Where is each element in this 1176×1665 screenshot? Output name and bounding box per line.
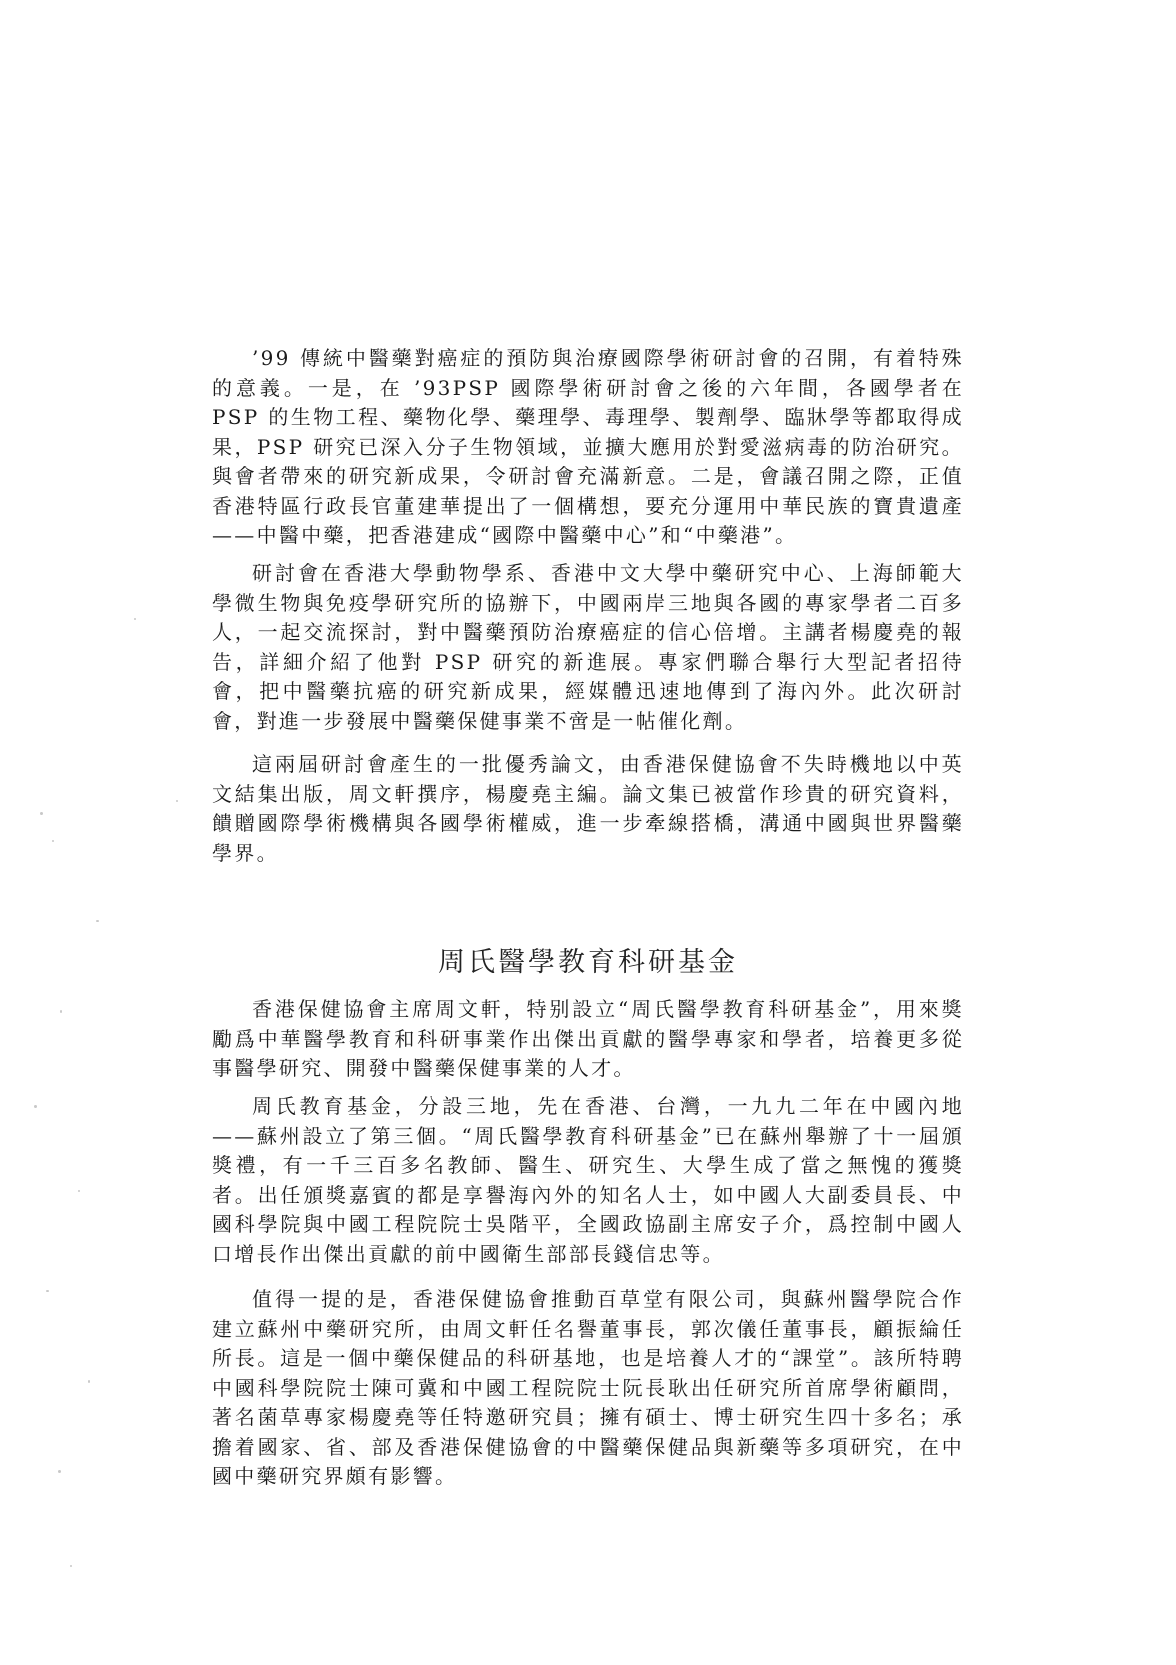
section-paragraph-2 [212, 1092, 964, 1269]
scan-speck [78, 1190, 80, 1192]
section-heading: 周氏醫學教育科研基金 [438, 947, 738, 978]
paragraph-text: ’99 傳統中醫藥對癌症的預防與治療國際學術研討會的召開，有着特殊的意義。一是，在 ’93PSP 國際學術研討會之後的六年間，各國學者在 PSP 的生物工程、藥物化學、藥理學、毒理學、製劑學、臨牀學等都取得成果，PSP 研究已深入分子生物領域，並擴大應用於對愛滋病毒的防治研究。與會者帶來的研究新成果，令研討會充滿新意。二是，會議召開之際，正值香港特區行政長官董建華提出了一個構想，要充分運用中華民族的寶貴遺產——中醫中藥，把香港建成“國際中醫藥中心”和“中藥港”。 [212, 346, 964, 547]
scan-speck [46, 1290, 49, 1292]
scan-speck [176, 800, 178, 802]
scan-speck [134, 618, 136, 620]
paragraph-2 [212, 559, 964, 736]
scan-speck [96, 920, 99, 922]
scan-speck [70, 1565, 72, 1567]
section-paragraph-1 [212, 995, 964, 1084]
paragraph-text: 周氏教育基金，分設三地，先在香港、台灣，一九九二年在中國內地——蘇州設立了第三個。“周氏醫學教育科研基金”已在蘇州舉辦了十一屆頒獎禮，有一千三百多名教師、醫生、研究生、大學生成了當之無愧的獲獎者。出任頒獎嘉賓的都是享譽海內外的知名人士，如中國人大副委員長、中國科學院與中國工程院院士吳階平，全國政協副主席安子介，爲控制中國人口增長作出傑出貢獻的前中國衛生部部長錢信忠等。 [212, 1094, 964, 1266]
section-paragraph-3 [212, 1285, 964, 1492]
paragraph-3 [212, 750, 964, 868]
scan-speck [60, 1010, 62, 1013]
scan-speck [40, 812, 43, 815]
scan-speck [52, 840, 54, 842]
scan-speck [88, 1380, 90, 1383]
scan-speck [58, 1470, 61, 1473]
paragraph-text: 香港保健協會主席周文軒，特别設立“周氏醫學教育科研基金”，用來獎勵爲中華醫學教育和科研事業作出傑出貢獻的醫學專家和學者，培養更多從事醫學研究、開發中醫藥保健事業的人才。 [212, 997, 964, 1080]
paragraph-1 [212, 344, 964, 551]
paragraph-text: 值得一提的是，香港保健協會推動百草堂有限公司，與蘇州醫學院合作建立蘇州中藥研究所，由周文軒任名譽董事長，郭次儀任董事長，顧振綸任所長。這是一個中藥保健品的科研基地，也是培養人才的“課堂”。該所特聘中國科學院院士陳可冀和中國工程院院士阮長耿出任研究所首席學術顧問，著名菌草專家楊慶堯等任特邀研究員；擁有碩士、博士研究生四十多名；承擔着國家、省、部及香港保健協會的中醫藥保健品與新藥等多項研究，在中國中藥研究界頗有影響。 [212, 1287, 964, 1488]
paragraph-text: 這兩屆研討會產生的一批優秀論文，由香港保健協會不失時機地以中英文結集出版，周文軒撰序，楊慶堯主編。論文集已被當作珍貴的研究資料，饋贈國際學術機構與各國學術權威，進一步牽線搭橋，溝通中國與世界醫藥學界。 [212, 752, 964, 865]
scan-speck [34, 1105, 37, 1108]
paragraph-text: 研討會在香港大學動物學系、香港中文大學中藥研究中心、上海師範大學微生物與免疫學研究所的協辦下，中國兩岸三地與各國的專家學者二百多人，一起交流探討，對中醫藥預防治療癌症的信心倍增。主講者楊慶堯的報告，詳細介紹了他對 PSP 研究的新進展。專家們聯合舉行大型記者招待會，把中醫藥抗癌的研究新成果，經媒體迅速地傳到了海內外。此次研討會，對進一步發展中醫藥保健事業不啻是一帖催化劑。 [212, 561, 964, 733]
